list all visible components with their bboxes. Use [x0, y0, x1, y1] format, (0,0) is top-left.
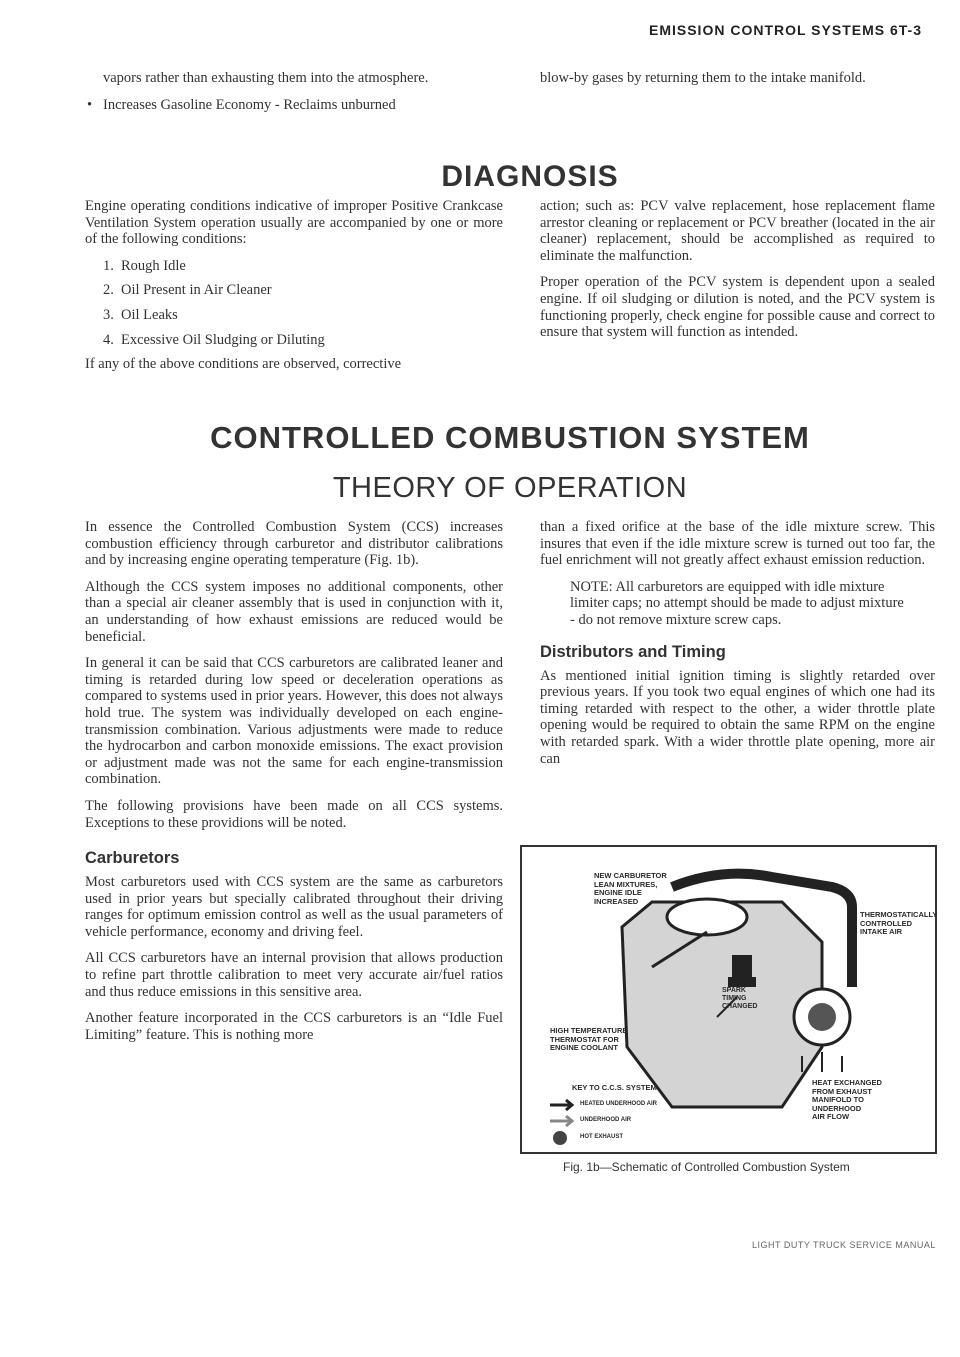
note-block: [540, 579, 935, 629]
ccs-right-column: [540, 519, 935, 777]
label-spark-timing: SPARK TIMING CHANGED: [722, 987, 758, 1010]
schematic-figure: [520, 845, 937, 1154]
ccs-left-column: [85, 519, 503, 1053]
list-item: [85, 282, 503, 299]
diagnosis-intro: Engine operating conditions indicative of improper Positive Crankcase Ventilation System operation usually are accompanied by one or more of the following conditions:: [85, 198, 503, 248]
distributors-heading: Distributors and Timing: [540, 642, 726, 661]
heated-air-arrow-icon: [550, 1100, 572, 1110]
list-number: 3.: [103, 306, 114, 323]
label-high-temperature: HIGH TEMPERATURE THERMOSTAT FOR ENGINE COOLANT: [550, 1026, 628, 1052]
list-text: Oil Present in Air Cleaner: [121, 282, 272, 299]
hot-exhaust-icon: [553, 1131, 567, 1145]
distributors-paragraph-1: As mentioned initial ignition timing is slightly retarded over previous years. If you took two equal engines of which one had its timing retarded with respect to the other, a wider throttle plate opening would be required to obtain the same RPM on the engine with retarded spark. With a wider throttle plate opening, more air can: [540, 667, 935, 767]
label-thermostatic-intake: THERMOSTATICALLY CONTROLLED INTAKE AIR: [860, 910, 938, 936]
ccs-right-paragraph-1: than a fixed orifice at the base of the idle mixture screw. This insures that even if the idle mixture screw is turned out too far, the fuel enrichment will not greatly affect exhaust emission reduction.: [540, 519, 935, 569]
carburetors-paragraph-2: All CCS carburetors have an internal provision that allows production to refine part throttle calibration to meet very accurate air/fuel ratios and thus reduce emissions in this sensitive area.: [85, 950, 503, 1000]
diagnosis-heading: DIAGNOSIS: [441, 160, 619, 193]
diagnosis-left-column: [85, 198, 503, 383]
list-item: [85, 307, 503, 324]
key-item-heated-air: HEATED UNDERHOOD AIR: [580, 1101, 658, 1107]
ccs-heading: CONTROLLED COMBUSTION SYSTEM: [210, 420, 810, 455]
list-text: Oil Leaks: [121, 306, 178, 323]
list-number: 2.: [103, 282, 114, 299]
key-item-underhood-air: UNDERHOOD AIR: [580, 1117, 632, 1123]
note-text: NOTE: All carburetors are equipped with idle mixture limiter caps; no attempt should be made to adjust mixture - do not remove mixture screw caps.: [570, 578, 904, 628]
theory-subheading: THEORY OF OPERATION: [332, 472, 688, 504]
list-number: 1.: [103, 257, 114, 274]
page-footer: LIGHT DUTY TRUCK SERVICE MANUAL: [752, 1240, 936, 1250]
bullet-item: [85, 97, 503, 114]
list-text: Rough Idle: [121, 257, 186, 274]
ccs-paragraph-3: In general it can be said that CCS carburetors are calibrated leaner and timing is retarded during low speed or deceleration operations as compared to systems used in prior years. However, this does not always hold true. The system was individually developed on each engine-transmission combination. Various adjustments were made to reduce the hydrocarbon and carbon monoxide emissions. The exact provision or adjustment made was not the same for each engine-transmission combination.: [85, 655, 503, 788]
top-left-column: [85, 70, 503, 123]
exhaust-manifold-core: [808, 1003, 836, 1031]
running-head: EMISSION CONTROL SYSTEMS 6T-3: [648, 22, 922, 38]
air-cleaner: [667, 899, 747, 935]
top-right-column: [540, 70, 935, 97]
key-title: KEY TO C.C.S. SYSTEM: [572, 1083, 657, 1092]
top-left-paragraph: vapors rather than exhausting them into the atmosphere.: [103, 70, 429, 86]
label-carburetor: NEW CARBURETOR LEAN MIXTURES, ENGINE IDLE INCREASED: [594, 871, 667, 906]
underhood-air-arrow-icon: [550, 1116, 572, 1126]
list-number: 4.: [103, 331, 114, 348]
carburetors-paragraph-1: Most carburetors used with CCS system are the same as carburetors used in prior years but specially calibrated throughout their driving ranges for optimum emission control as well as the usual parameters of vehicle performance, economy and driving feel.: [85, 874, 503, 940]
carburetors-paragraph-3: Another feature incorporated in the CCS carburetors is an “Idle Fuel Limiting” feature. This is nothing more: [85, 1010, 503, 1043]
list-item: [85, 332, 503, 349]
distributor-base: [728, 977, 756, 987]
diagnosis-right-paragraph-2: Proper operation of the PCV system is dependent upon a sealed engine. If oil sludging or dilution is noted, and the PCV system is functioning properly, check engine for possible cause and correct to ensure that system will function as intended.: [540, 274, 935, 341]
carburetors-heading: Carburetors: [85, 849, 180, 868]
list-item: [85, 258, 503, 275]
diagnosis-right-column: [540, 198, 935, 351]
label-heat-exchanged: HEAT EXCHANGED FROM EXHAUST MANIFOLD TO UNDERHOOD AIR FLOW: [812, 1078, 882, 1121]
diagnosis-closing: If any of the above conditions are observed, corrective: [85, 356, 402, 373]
ccs-paragraph-2: Although the CCS system imposes no additional components, other than a special air cleaner assembly that is used in conjunction with it, an understanding of how exhaust emissions are reduced would be beneficial.: [85, 578, 503, 645]
ccs-paragraph-4: The following provisions have been made on all CCS systems. Exceptions to these providions will be noted.: [85, 797, 503, 831]
bullet-dot-icon: •: [87, 96, 93, 113]
figure-caption: Fig. 1b—Schematic of Controlled Combustion System: [563, 1160, 850, 1174]
top-right-paragraph: blow-by gases by returning them to the intake manifold.: [540, 70, 866, 86]
diagnosis-right-paragraph-1: action; such as: PCV valve replacement, hose replacement flame arrestor cleaning or replacement or PCV breather (located in the air cleaner) replacement, should be accomplished as required to eliminate the malfunction.: [540, 198, 935, 264]
ccs-paragraph-1: In essence the Controlled Combustion System (CCS) increases combustion efficiency through carburetor and distributor calibrations and by increasing engine operating temperature (Fig. 1b).: [85, 519, 503, 569]
key-item-hot-exhaust: HOT EXHAUST: [580, 1134, 624, 1140]
bullet-text: Increases Gasoline Economy - Reclaims unburned: [103, 96, 396, 113]
list-text: Excessive Oil Sludging or Diluting: [121, 331, 325, 348]
